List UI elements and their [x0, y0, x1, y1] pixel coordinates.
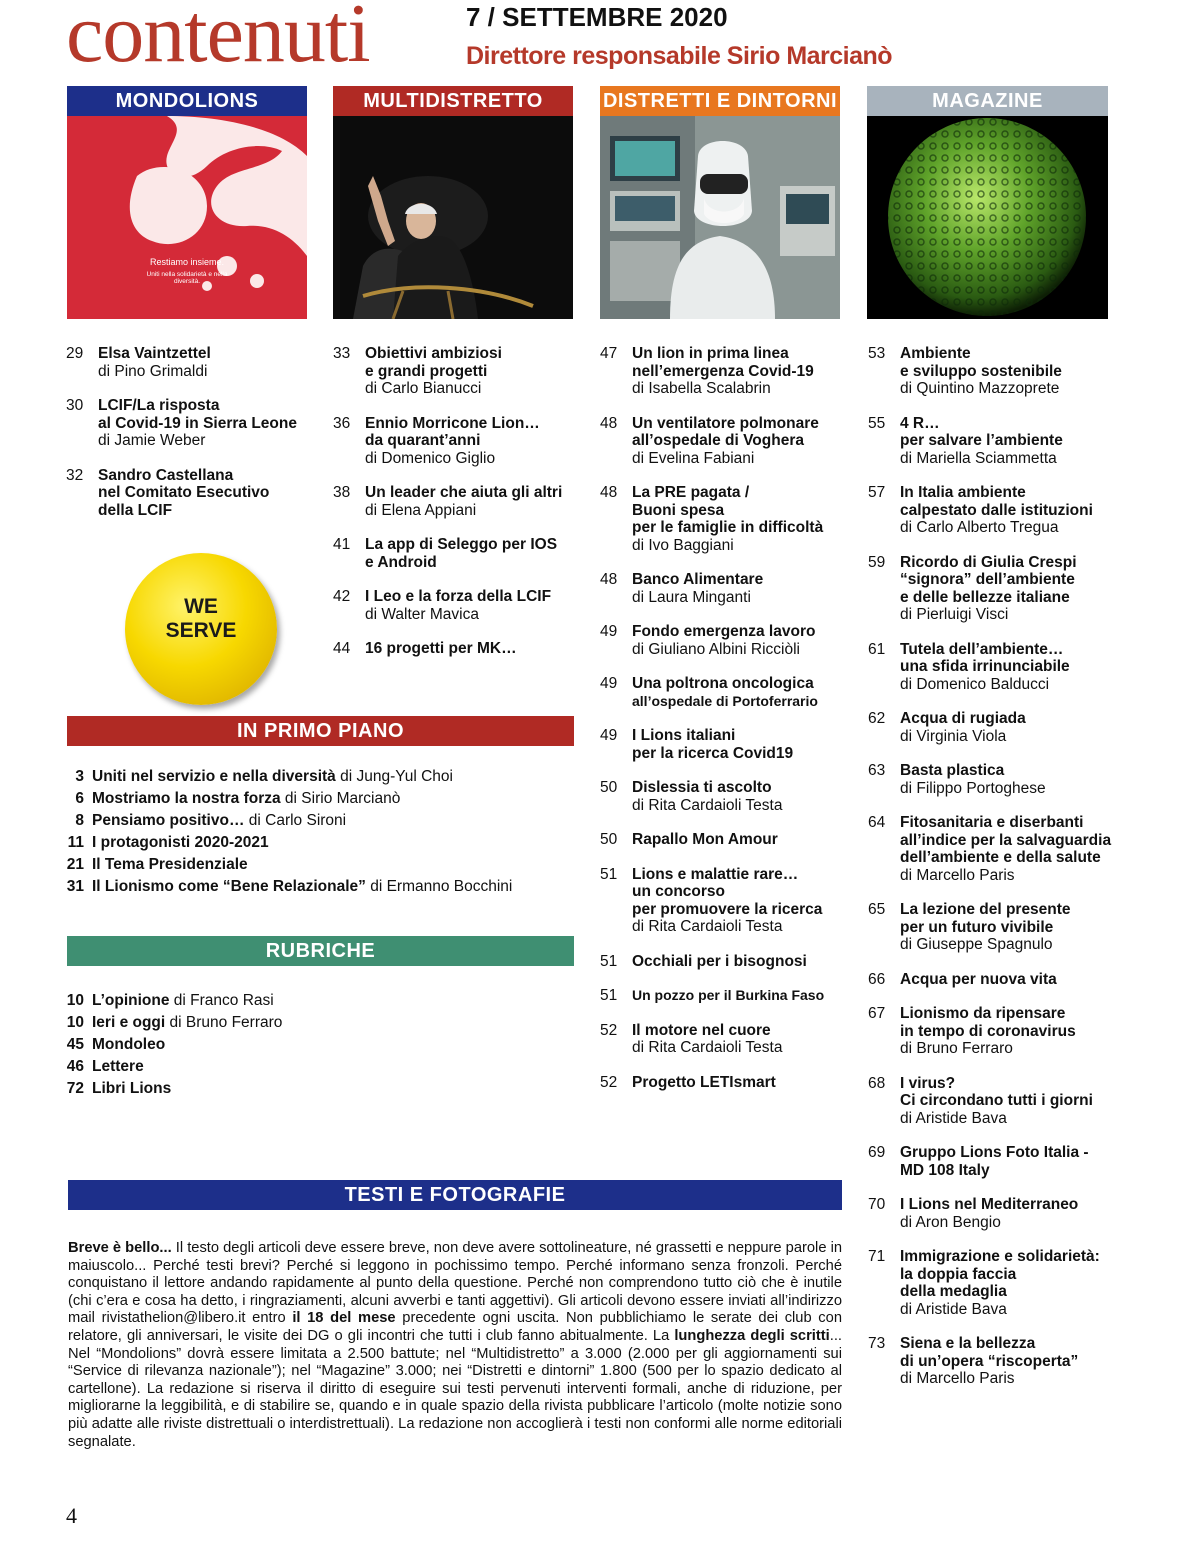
toc-entry: [333, 588, 578, 623]
column-magazine: [868, 345, 1113, 1405]
article-author: di Rita Cardaioli Testa: [632, 1039, 783, 1056]
page-ref: 48: [600, 571, 618, 588]
page-ref: 10: [66, 992, 84, 1009]
list-item: [54, 1034, 594, 1056]
toc-entry: [868, 1196, 1113, 1231]
page-ref: 61: [868, 640, 886, 658]
article-title: Obiettivi ambiziosi e grandi progetti: [365, 345, 502, 380]
article-title: Basta plastica: [900, 762, 1005, 779]
list-item: [54, 766, 594, 788]
article-title: Ennio Morricone Lion… da quarant’anni: [365, 414, 540, 449]
page-ref: 52: [600, 1073, 618, 1091]
mondolions-cover-image: [67, 116, 307, 319]
page-ref: 29: [66, 345, 84, 362]
toc-entry: [600, 623, 845, 658]
article-title: Immigrazione e solidarietà: la doppia faccia della medaglia: [900, 1248, 1100, 1300]
article-author: di Walter Mavica: [365, 605, 479, 623]
page-ref: 65: [868, 901, 886, 918]
toc-entry: [600, 779, 845, 814]
section-header-rubriche: RUBRICHE: [67, 936, 574, 966]
article-title: Il Lionismo come “Bene Relazionale”: [92, 878, 366, 895]
guidelines-text-3: ... Nel “Mondolions” dovrà essere limitata a 2.500 battute; nel “Multidistretto” a 3.000 (2.000 per gli aggiornamenti sui “Service di rilevanza nazionale”); nel “Magazine” 3.000; nei “Distretti e dintorni” 1.800 (500 per lo spazio dedicato al cartellone). La redazione si riserva il diritto di eseguire sui testi pervenuti interventi formali, anche di riduzione, per migliorarne la leggibilità, e di stabilire se, quando e in quale spazio della rivista pubblicare l’articolo (molte notizie sono più adatte alle riviste distrettuali o interdistrettuali). La redazione non accoglierà i testi non conformi alle norme editoriali segnalate.: [68, 1327, 842, 1450]
article-title: Il motore nel cuore: [632, 1021, 771, 1039]
page-ref: 30: [66, 397, 84, 414]
page-ref: 51: [600, 952, 618, 970]
page-ref: 33: [333, 345, 351, 362]
page-ref: 70: [868, 1196, 886, 1213]
toc-entry: [333, 640, 578, 658]
article-author: di Ivo Baggiani: [632, 536, 734, 554]
toc-entry: [600, 571, 845, 606]
page-ref: 44: [333, 640, 351, 657]
page-ref: 57: [868, 484, 886, 501]
we-serve-badge: [125, 553, 277, 705]
column-multidistretto: [333, 345, 578, 675]
toc-entry: [868, 484, 1113, 537]
article-title: L’opinione: [92, 992, 170, 1009]
article-title: Lionismo da ripensare in tempo di coronavirus: [900, 1005, 1076, 1040]
toc-entry: [333, 415, 578, 468]
page-ref: 45: [66, 1036, 84, 1053]
article-author: di Rita Cardaioli Testa: [632, 796, 783, 814]
article-author: di Quintino Mazzoprete: [900, 380, 1060, 397]
page-ref: 38: [333, 484, 351, 501]
article-title: Uniti nel servizio e nella diversità: [92, 768, 336, 785]
page-ref: 49: [600, 727, 618, 744]
page-ref: 21: [66, 856, 84, 873]
toc-entry: [868, 814, 1113, 884]
page-ref: 72: [66, 1080, 84, 1097]
conductor-photo: [333, 116, 573, 319]
article-title: Un ventilatore polmonare all’ospedale di Voghera: [632, 414, 819, 449]
guidelines-lead: Breve è bello...: [68, 1240, 172, 1256]
article-author: di Franco Rasi: [169, 992, 274, 1009]
cover-text-line2: Uniti nella solidarietà e nella: [146, 271, 228, 278]
page-ref: 8: [75, 812, 84, 829]
list-item: [54, 810, 594, 832]
toc-entry: [600, 484, 845, 554]
editorial-guidelines: [68, 1240, 842, 1451]
article-title: La app di Seleggo per IOS e Android: [365, 536, 558, 571]
toc-entry: [333, 484, 578, 519]
article-author: di Jamie Weber: [98, 432, 206, 449]
article-title: Fitosanitaria e diserbanti all’indice per la salvaguardia dell’ambiente e della salute: [900, 814, 1112, 866]
toc-entry: [868, 554, 1113, 624]
masthead-title: contenuti: [66, 0, 370, 80]
article-title: Ambiente e sviluppo sostenibile: [900, 345, 1062, 380]
page-ref: 66: [868, 970, 886, 988]
article-author: di Aron Bengio: [900, 1213, 1001, 1231]
primo-piano-list: [54, 766, 594, 898]
we-serve-line2: SERVE: [165, 619, 237, 642]
page-ref: 46: [66, 1058, 84, 1075]
page-ref: 50: [600, 779, 618, 796]
toc-entry: [600, 727, 845, 762]
article-author: di Domenico Balducci: [900, 675, 1050, 693]
article-author: di Isabella Scalabrin: [632, 380, 771, 397]
article-title: Mondoleo: [92, 1036, 166, 1053]
article-title: Banco Alimentare: [632, 571, 764, 588]
article-author: di Giuseppe Spagnulo: [900, 936, 1053, 953]
page-ref: 11: [67, 834, 84, 851]
article-subtitle: all’ospedale di Portoferrario: [632, 692, 818, 709]
toc-entry: [600, 953, 845, 971]
article-author: di Virginia Viola: [900, 727, 1007, 745]
article-title: Lions e malattie rare… un concorso per promuovere la ricerca: [632, 865, 823, 918]
article-author: di Rita Cardaioli Testa: [632, 918, 783, 935]
toc-entry: [868, 901, 1113, 954]
page-ref: 48: [600, 414, 618, 432]
page-ref: 63: [868, 762, 886, 779]
page-ref: 49: [600, 675, 618, 692]
article-author: di Jung-Yul Choi: [335, 768, 453, 785]
article-author: di Marcello Paris: [900, 866, 1015, 884]
toc-entry: [868, 971, 1113, 989]
toc-entry: [868, 1248, 1113, 1318]
toc-entry: [333, 345, 578, 398]
list-item: [54, 876, 594, 898]
toc-entry: [600, 1074, 845, 1092]
article-author: di Marcello Paris: [900, 1370, 1015, 1387]
list-item: [54, 1078, 594, 1100]
toc-entry: [868, 641, 1113, 694]
page-ref: 51: [600, 987, 618, 1004]
toc-entry: [66, 467, 306, 520]
toc-entry: [600, 1022, 845, 1057]
page-ref: 31: [66, 878, 84, 895]
article-author: di Carlo Bianucci: [365, 380, 482, 397]
toc-entry: [600, 866, 845, 936]
page-ref: 10: [66, 1014, 84, 1031]
page-ref: 49: [600, 623, 618, 640]
toc-entry: [66, 345, 306, 380]
article-title: Ieri e oggi: [92, 1014, 166, 1031]
page-ref: 41: [333, 536, 351, 553]
article-author: di Giuliano Albini Ricciòli: [632, 640, 800, 658]
article-title: Il Tema Presidenziale: [92, 856, 248, 873]
page-ref: 73: [868, 1335, 886, 1352]
guidelines-deadline: il 18 del mese: [292, 1310, 396, 1327]
article-author: di Bruno Ferraro: [900, 1040, 1013, 1057]
article-title: Fondo emergenza lavoro: [632, 623, 816, 640]
article-title: I Leo e la forza della LCIF: [365, 588, 552, 605]
cover-text-line1: Restiamo insieme.: [149, 257, 225, 267]
article-title: Rapallo Mon Amour: [632, 831, 778, 848]
article-author: di Carlo Alberto Tregua: [900, 519, 1059, 536]
page-ref: 71: [868, 1248, 886, 1265]
rubriche-list: [54, 990, 594, 1100]
toc-entry: [66, 397, 306, 450]
director-line: Direttore responsabile Sirio Marcianò: [466, 42, 893, 70]
page-ref: 36: [333, 414, 351, 432]
toc-entry: [868, 1144, 1113, 1179]
toc-entry: [600, 345, 845, 398]
page-ref: 47: [600, 345, 618, 362]
article-author: di Mariella Sciammetta: [900, 449, 1057, 467]
page-ref: 69: [868, 1144, 886, 1161]
article-author: di Aristide Bava: [900, 1300, 1007, 1318]
article-title: In Italia ambiente calpestato dalle istituzioni: [900, 484, 1093, 519]
article-title: I Lions italiani per la ricerca Covid19: [632, 727, 794, 762]
article-title: Dislessia ti ascolto: [632, 779, 772, 796]
guidelines-text-1: Il testo degli articoli deve essere breve, non deve avere sottolineature, né grassetti e neppure parole in maiuscolo... Perché testi brevi? Perché si leggono in pochissimo tempo. Perché informano senza fronzoli. Perché conquistano il lettore andando rapidamente al punto della questione. Perché non comprendono tutto ciò che è inutile (chi c’era e cosa ha detto, i ringraziamenti, alcuni avverbi e tanti aggettivi). Gli articoli devono essere inviati all’indirizzo mail rivistathelion@libero.it entro: [68, 1240, 843, 1327]
page-number: 4: [66, 1503, 77, 1528]
section-header-distretti: DISTRETTI E DINTORNI: [600, 86, 840, 116]
page-ref: 48: [600, 484, 618, 501]
page-ref: 64: [868, 814, 886, 831]
article-title: La lezione del presente per un futuro vivibile: [900, 901, 1071, 936]
page-ref: 55: [868, 414, 886, 432]
section-header-testi: TESTI E FOTOGRAFIE: [68, 1180, 842, 1210]
article-title: Ricordo di Giulia Crespi “signora” dell’ambiente e delle bellezze italiane: [900, 553, 1077, 606]
page-ref: 53: [868, 345, 886, 362]
article-title: Un pozzo per il Burkina Faso: [632, 987, 825, 1003]
article-author: di Bruno Ferraro: [165, 1014, 283, 1031]
cover-text-line3: diversità.: [173, 278, 200, 285]
green-sphere-image: [867, 116, 1108, 319]
article-author: di Sirio Marcianò: [280, 790, 401, 807]
section-header-magazine: MAGAZINE: [867, 86, 1108, 116]
article-author: di Evelina Fabiani: [632, 449, 755, 467]
article-author: di Pierluigi Visci: [900, 606, 1009, 623]
article-title: 16 progetti per MK…: [365, 640, 517, 657]
toc-entry: [600, 415, 845, 468]
page-ref: 3: [75, 768, 84, 785]
article-title: Un lion in prima linea nell’emergenza Covid-19: [632, 345, 814, 380]
article-title: Sandro Castellana nel Comitato Esecutivo della LCIF: [98, 466, 270, 519]
section-header-multidistretto: MULTIDISTRETTO: [333, 86, 573, 116]
page-ref: 52: [600, 1021, 618, 1039]
toc-entry: [333, 536, 578, 571]
list-item: [54, 788, 594, 810]
guidelines-length: lunghezza degli scritti: [674, 1327, 830, 1344]
toc-entry: [868, 1005, 1113, 1058]
article-title: Libri Lions: [92, 1080, 172, 1097]
column-distretti: [600, 345, 845, 1108]
article-title: LCIF/La risposta al Covid-19 in Sierra Leone: [98, 397, 297, 432]
toc-entry: [868, 710, 1113, 745]
page-ref: 68: [868, 1074, 886, 1092]
toc-entry: [600, 831, 845, 849]
article-author: di Aristide Bava: [900, 1109, 1007, 1127]
column-mondolions: [66, 345, 306, 536]
article-title: Progetto LETIsmart: [632, 1073, 776, 1091]
article-title: I protagonisti 2020-2021: [92, 834, 269, 851]
article-author: di Pino Grimaldi: [98, 362, 208, 380]
article-author: di Ermanno Bocchini: [365, 878, 513, 895]
article-title: Siena e la bellezza di un’opera “riscoperta”: [900, 1335, 1079, 1370]
toc-entry: [600, 675, 845, 710]
page-ref: 62: [868, 710, 886, 727]
article-title: I virus? Ci circondano tutti i giorni: [900, 1074, 1093, 1109]
article-title: 4 R… per salvare l’ambiente: [900, 414, 1063, 449]
section-header-mondolions: MONDOLIONS: [67, 86, 307, 116]
toc-entry: [868, 1075, 1113, 1128]
article-title: I Lions nel Mediterraneo: [900, 1196, 1079, 1213]
page-ref: 42: [333, 588, 351, 605]
guidelines-text-2: precedente ogni uscita. Non pubblichiamo le serate dei club con relatore, gli anniversari, le visite dei DG o gli incontri che tutti i club fanno abitualmente. La: [68, 1310, 842, 1344]
article-title: Tutela dell’ambiente… una sfida irrinunciabile: [900, 640, 1070, 675]
article-title: La PRE pagata / Buoni spesa per le famiglie in difficoltà: [632, 484, 824, 536]
toc-entry: [600, 987, 845, 1005]
toc-entry: [868, 345, 1113, 398]
page-ref: 51: [600, 865, 618, 883]
page-ref: 6: [75, 790, 84, 807]
page-ref: 59: [868, 553, 886, 571]
section-header-primo-piano: IN PRIMO PIANO: [67, 716, 574, 746]
toc-entry: [868, 1335, 1113, 1388]
list-item: [54, 832, 594, 854]
we-serve-line1: WE: [184, 595, 218, 618]
article-title: Occhiali per i bisognosi: [632, 952, 807, 970]
article-title: Lettere: [92, 1058, 144, 1075]
article-author: di Filippo Portoghese: [900, 779, 1046, 797]
article-title: Acqua di rugiada: [900, 710, 1026, 727]
article-title: Pensiamo positivo…: [92, 812, 245, 829]
page-ref: 32: [66, 466, 84, 484]
article-title: Elsa Vaintzettel: [98, 345, 211, 362]
article-title: Acqua per nuova vita: [900, 970, 1057, 988]
article-author: di Carlo Sironi: [244, 812, 347, 829]
article-author: di Laura Minganti: [632, 588, 751, 606]
doctor-photo: [600, 116, 840, 319]
list-item: [54, 1056, 594, 1078]
page-ref: 50: [600, 831, 618, 848]
toc-entry: [868, 762, 1113, 797]
issue-date: 7 / SETTEMBRE 2020: [466, 2, 728, 32]
article-title: Mostriamo la nostra forza: [92, 790, 281, 807]
list-item: [54, 854, 594, 876]
list-item: [54, 1012, 594, 1034]
article-title: Una poltrona oncologica: [632, 675, 814, 692]
list-item: [54, 990, 594, 1012]
article-author: di Elena Appiani: [365, 501, 477, 519]
article-title: Un leader che aiuta gli altri: [365, 484, 563, 501]
page-ref: 67: [868, 1005, 886, 1022]
toc-entry: [868, 415, 1113, 468]
article-title: Gruppo Lions Foto Italia - MD 108 Italy: [900, 1144, 1089, 1179]
article-author: di Domenico Giglio: [365, 449, 496, 467]
